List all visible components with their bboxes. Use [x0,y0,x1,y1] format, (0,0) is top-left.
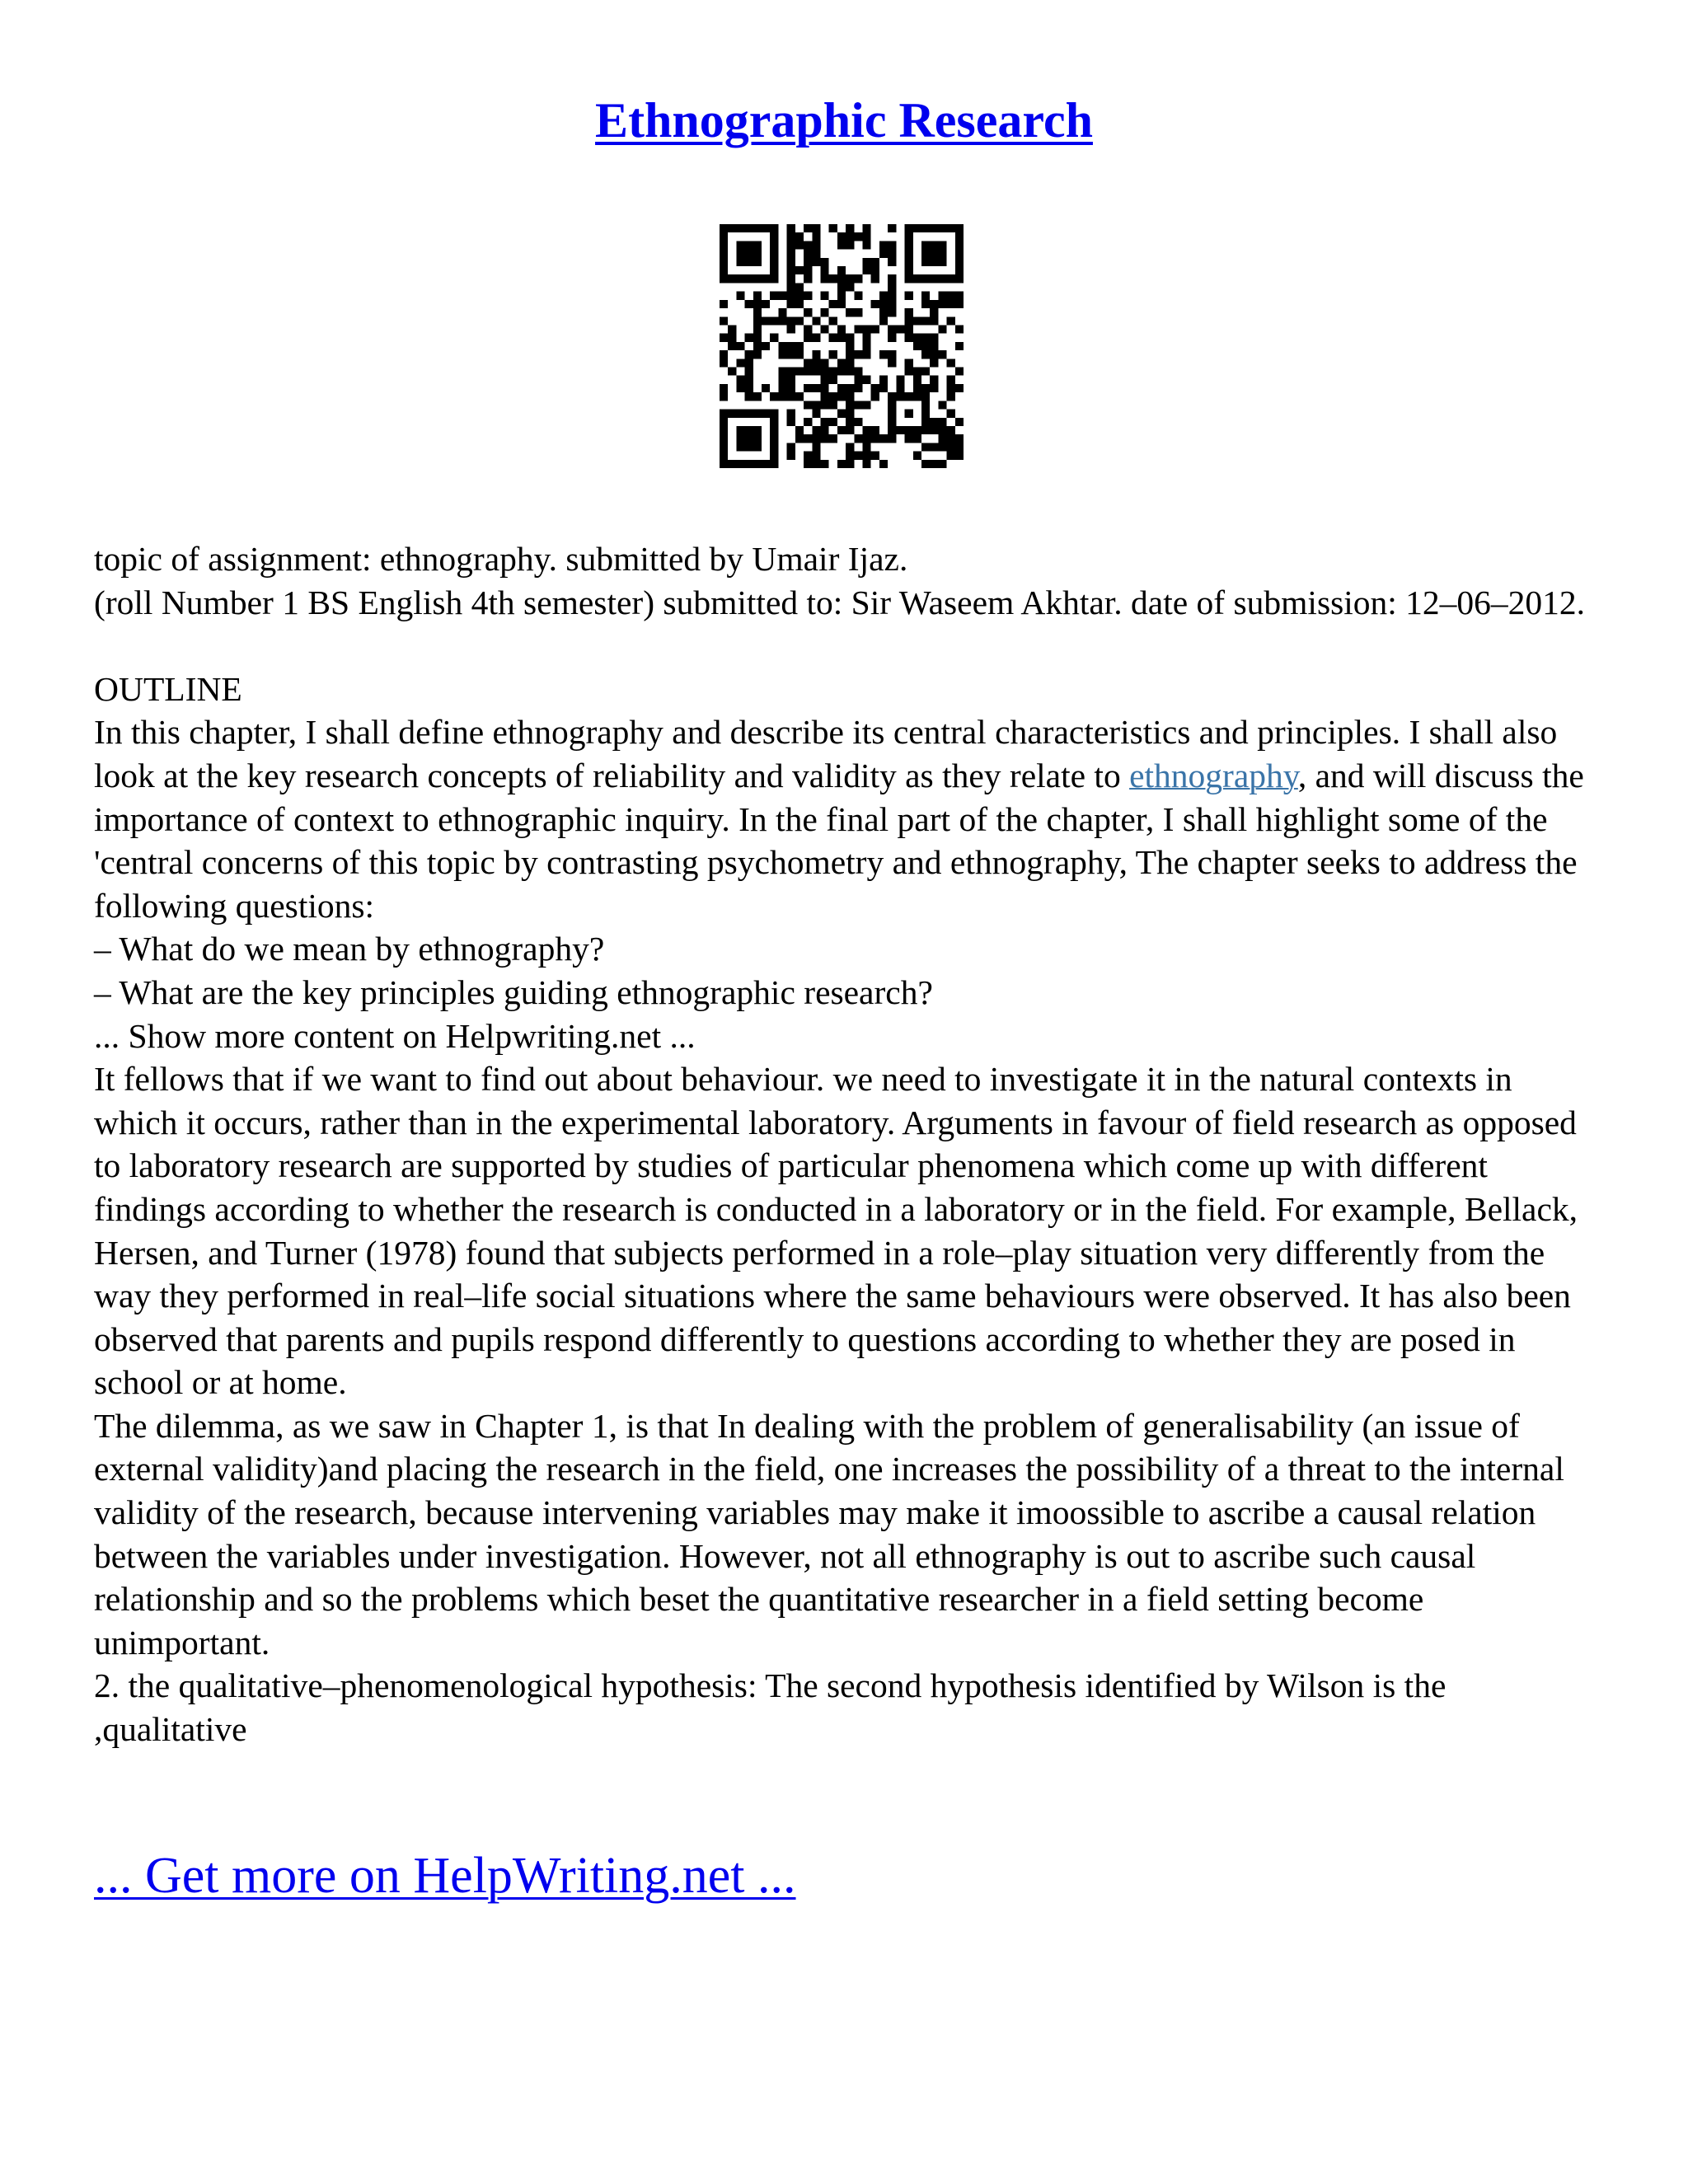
header-line: topic of assignment: ethnography. submitted by Umair Ijaz. [94,540,908,578]
outline-heading: OUTLINE [94,669,242,708]
show-more-text: ... Show more content on Helpwriting.net ... [94,1016,696,1055]
header-line: (roll Number 1 BS English 4th semester) submitted to: Sir Waseem Akhtar. date of submission: 12–06–2012. [94,583,1586,621]
outline-paragraph [94,710,1602,927]
body-paragraph: The dilemma, as we saw in Chapter 1, is that In dealing with the problem of generalisability (an issue of external validity)and placing the research in the field, one increases the possibility of a threat to the internal validity of the research, because intervening variables may make it imoossible to ascribe a causal relation between the variables under investigation. However, not all ethnography is out to ascribe such causal relationship and so the problems which beset the quantitative researcher in a field setting become unimportant. [94,1406,1564,1661]
document-title [0,89,1688,152]
qr-code [720,224,964,468]
body-paragraph: It fellows that if we want to find out about behaviour. we need to investigate it in the natural contexts in which it occurs, rather than in the experimental laboratory. Arguments in favour of field research as opposed to laboratory research are supported by studies of particular phenomena which come up with different findings according to whether the research is conducted in a laboratory or in the field. For example, Bellack, Hersen, and Turner (1978) found that subjects performed in a role–play situation very differently from the way they performed in real–life social situations where the same behaviours were observed. It has also been observed that parents and pupils respond differently to questions according to whether they are posed in school or at home. [94,1060,1578,1402]
ethnography-link[interactable]: ethnography [1129,756,1298,794]
get-more-section [94,1843,796,1909]
get-more-link[interactable]: ... Get more on HelpWriting.net ... [94,1848,796,1904]
outline-text-end: , and will discuss the importance of context to ethnographic inquiry. In the final part of the chapter, I shall highlight some of the 'central concerns of this topic by contrasting psychometry and ethnography, The chapter seeks to address the following questions: [94,756,1584,925]
document-body [94,537,1602,1751]
spacer [94,624,1602,668]
body-paragraph: 2. the qualitative–phenomenological hypothesis: The second hypothesis identified by Wilson is the ,qualitative [94,1666,1447,1749]
title-link[interactable]: Ethnographic Research [595,93,1093,148]
outline-text-start: In this chapter, I shall define ethnography and describe its central characteristics and principles. I shall also look at the key research concepts of reliability and validity as they relate to [94,713,1558,794]
question-item: – What are the key principles guiding ethnographic research? [94,972,933,1011]
question-item: – What do we mean by ethnography? [94,930,605,968]
